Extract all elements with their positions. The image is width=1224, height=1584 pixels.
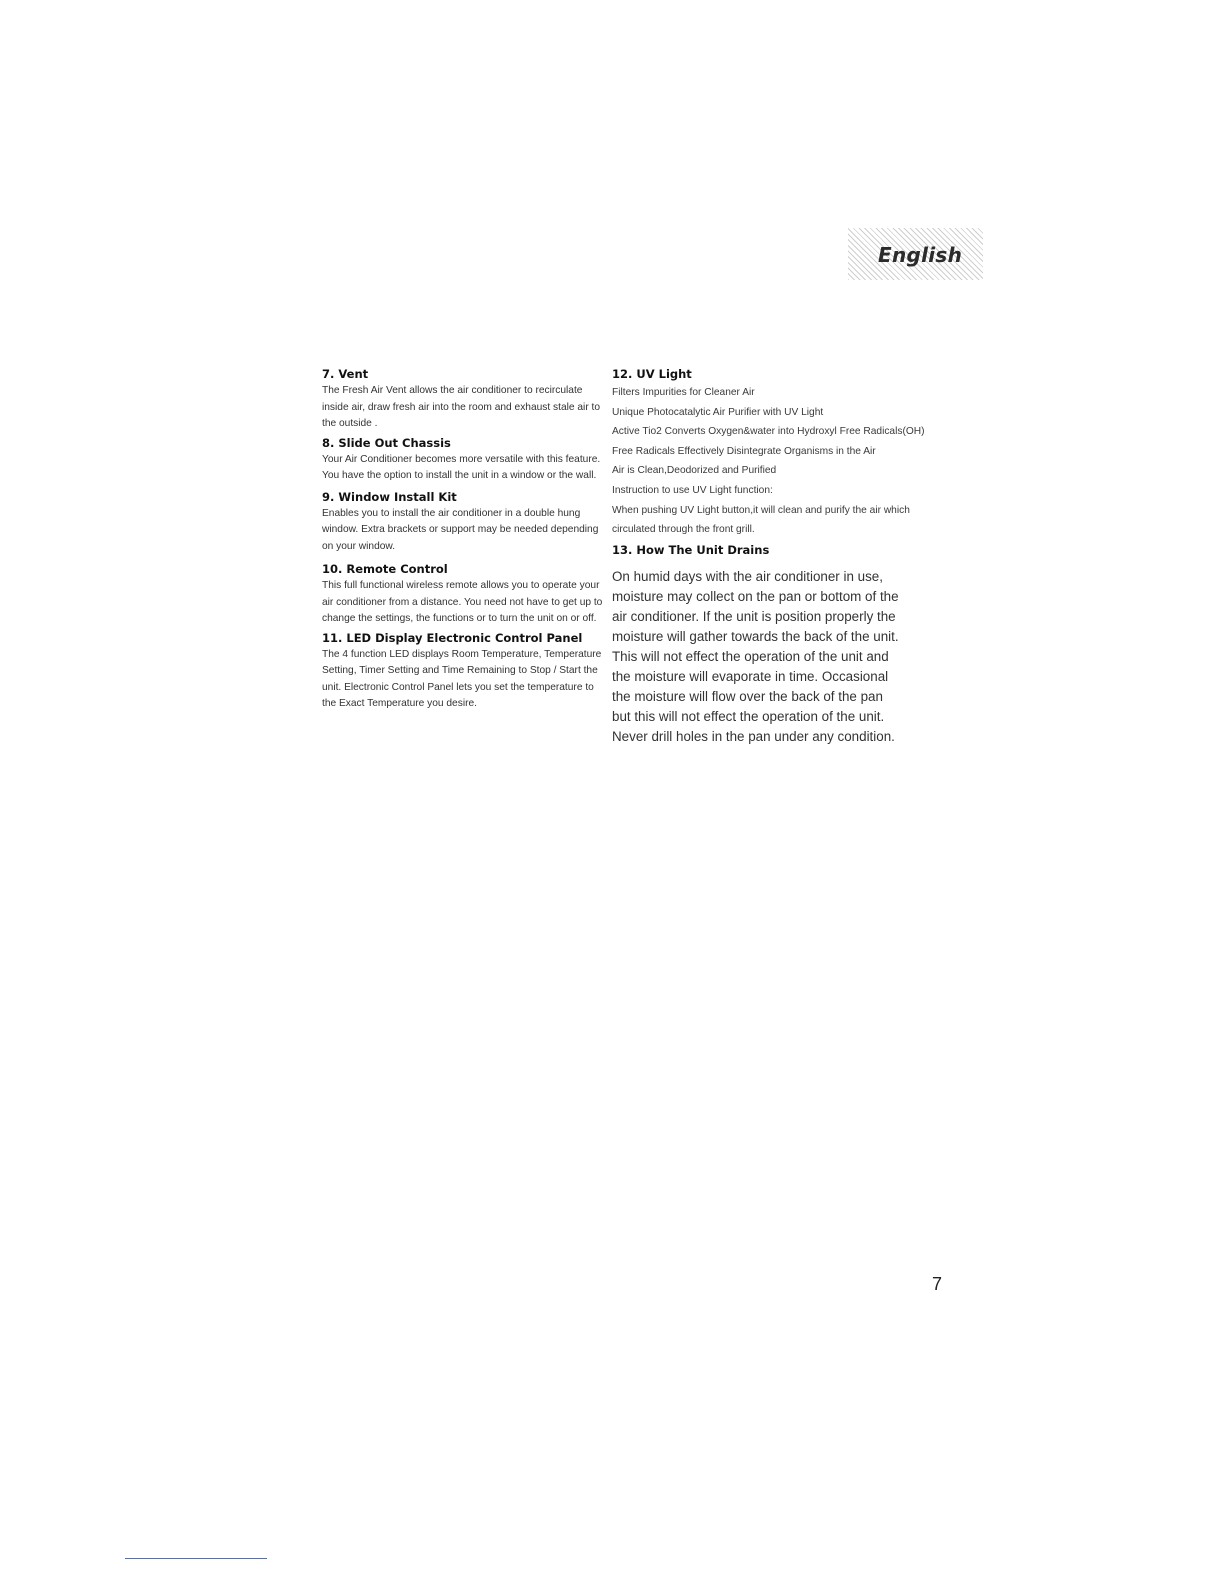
section-window-install-kit xyxy=(322,489,604,556)
section-body: Enables you to install the air conditioner in a double hung window. Extra brackets or support may be needed depending on your window. xyxy=(322,507,599,552)
section-remote-control xyxy=(322,561,604,628)
section-body: This full functional wireless remote allows you to operate your air conditioner from a distance. You need not have to get up to change the settings, the functions or to turn the unit on or off. xyxy=(322,580,603,624)
section-heading: 13. How The Unit Drains xyxy=(612,542,770,557)
section-heading: 8. Slide Out Chassis xyxy=(322,435,451,450)
uv-line: Unique Photocatalytic Air Purifier with UV Light xyxy=(612,406,824,418)
uv-line: Filters Impurities for Cleaner Air xyxy=(612,387,755,398)
section-slide-out-chassis xyxy=(322,435,604,485)
language-label: English xyxy=(878,243,963,267)
uv-line: Air is Clean,Deodorized and Purified xyxy=(612,465,777,477)
section-body: Your Air Conditioner becomes more versatile with this feature. You have the option to install the unit in a window or the wall. xyxy=(322,453,601,481)
section-heading: 7. Vent xyxy=(322,367,369,381)
section-heading: 10. Remote Control xyxy=(322,562,448,576)
left-column xyxy=(322,366,604,713)
section-body: On humid days with the air conditioner in use, moisture may collect on the pan or bottom of the air conditioner. If the unit is position properly the moisture will gather towards the back of the unit. This will not effect the operation of the unit and the moisture will evaporate in time. Occasional the moisture will flow over the back of the pan but this will not effect the operation of the unit. Never drill holes in the pan under any condition. xyxy=(612,568,899,744)
uv-line: Free Radicals Effectively Disintegrate Organisms in the Air xyxy=(612,445,876,457)
section-led-display xyxy=(322,630,604,713)
section-body: The Fresh Air Vent allows the air conditioner to recirculate inside air, draw fresh air into the room and exhaust stale air to the outside . xyxy=(322,385,601,429)
footer-rule xyxy=(125,1558,267,1559)
section-vent xyxy=(322,366,604,433)
section-heading: 9. Window Install Kit xyxy=(322,489,457,504)
uv-line: Instruction to use UV Light function: xyxy=(612,484,773,496)
section-heading: 12. UV Light xyxy=(612,367,692,381)
section-uv-light xyxy=(612,366,942,540)
right-column xyxy=(612,366,942,747)
language-tab xyxy=(848,228,983,280)
section-body: The 4 function LED displays Room Temperature, Temperature Setting, Timer Setting and Time Remaining to Stop / Start the unit. Electronic Control Panel lets you set the temperature to the Exact Temperature you desire. xyxy=(322,648,602,709)
section-heading: 11. LED Display Electronic Control Panel xyxy=(322,630,583,645)
uv-line: Active Tio2 Converts Oxygen&water into Hydroxyl Free Radicals(OH) xyxy=(612,426,925,438)
section-how-unit-drains xyxy=(612,542,942,747)
page-number: 7 xyxy=(932,1274,943,1294)
uv-line: When pushing UV Light button,it will clean and purify the air which circulated through the front grill. xyxy=(612,504,910,536)
